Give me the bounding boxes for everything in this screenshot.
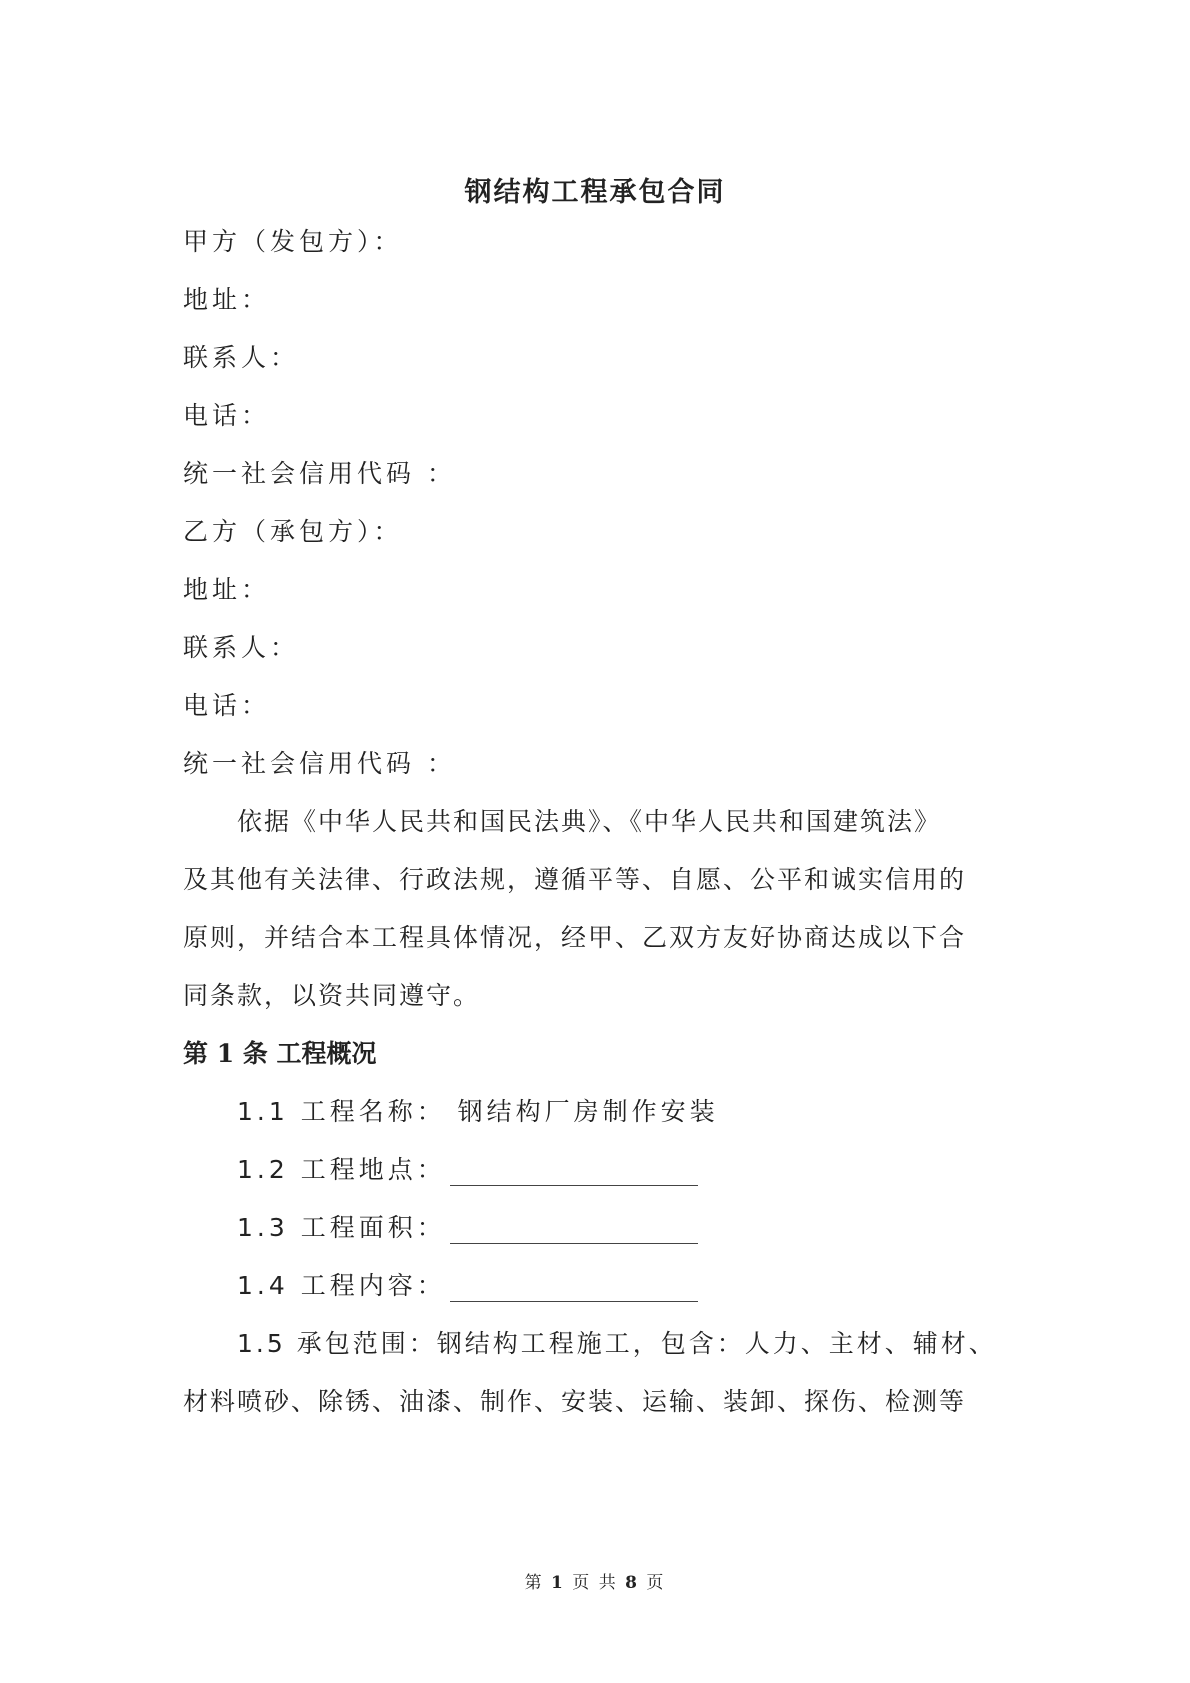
footer-total-pages: 8 [625,1573,639,1593]
item-1-2-label: 1.2 工程地点： [237,1155,446,1184]
party-a-phone: 电话： [183,401,271,430]
document-title: 钢结构工程承包合同 [464,177,726,208]
preamble-line-2: 及其他有关法律、行政法规，遵循平等、自愿、公平和诚实信用的 [183,865,967,894]
party-b-phone: 电话： [183,691,271,720]
party-a-credit-code: 统一社会信用代码 ： [183,459,456,488]
footer-prefix: 第 [524,1573,544,1593]
area-blank-line[interactable] [450,1217,698,1244]
article-1-heading: 第 1 条 工程概况 [183,1039,377,1068]
party-b-address: 地址： [183,575,271,604]
location-blank-line[interactable] [450,1159,698,1186]
party-a-contact: 联系人： [183,343,300,372]
item-1-5-scope-line-1: 1.5 承包范围：钢结构工程施工，包含：人力、主材、辅材、 [237,1329,997,1358]
item-1-2-project-location [237,1150,698,1186]
item-1-1-project-name: 1.1 工程名称： 钢结构厂房制作安装 [237,1097,719,1126]
preamble-line-4: 同条款，以资共同遵守。 [183,981,481,1010]
item-1-5-scope-line-2: 材料喷砂、除锈、油漆、制作、安装、运输、装卸、探伤、检测等 [183,1387,967,1416]
party-a-heading: 甲方（发包方）： [183,227,403,256]
item-1-3-project-area [237,1208,698,1244]
item-1-4-project-content [237,1266,698,1302]
item-1-4-label: 1.4 工程内容： [237,1271,446,1300]
item-1-3-label: 1.3 工程面积： [237,1213,446,1242]
preamble-line-3: 原则，并结合本工程具体情况，经甲、乙双方友好协商达成以下合 [183,923,967,952]
party-b-heading: 乙方（承包方）： [183,517,403,546]
party-a-address: 地址： [183,285,271,314]
party-b-contact: 联系人： [183,633,300,662]
content-blank-line[interactable] [450,1275,698,1302]
footer-current-page: 1 [551,1573,565,1593]
party-b-credit-code: 统一社会信用代码 ： [183,749,456,778]
footer-suffix: 页 [646,1573,666,1593]
page-footer [0,1568,1190,1593]
preamble-line-1: 依据《中华人民共和国民法典》、《中华人民共和国建筑法》 [237,807,942,836]
footer-middle: 页 共 [572,1573,618,1593]
